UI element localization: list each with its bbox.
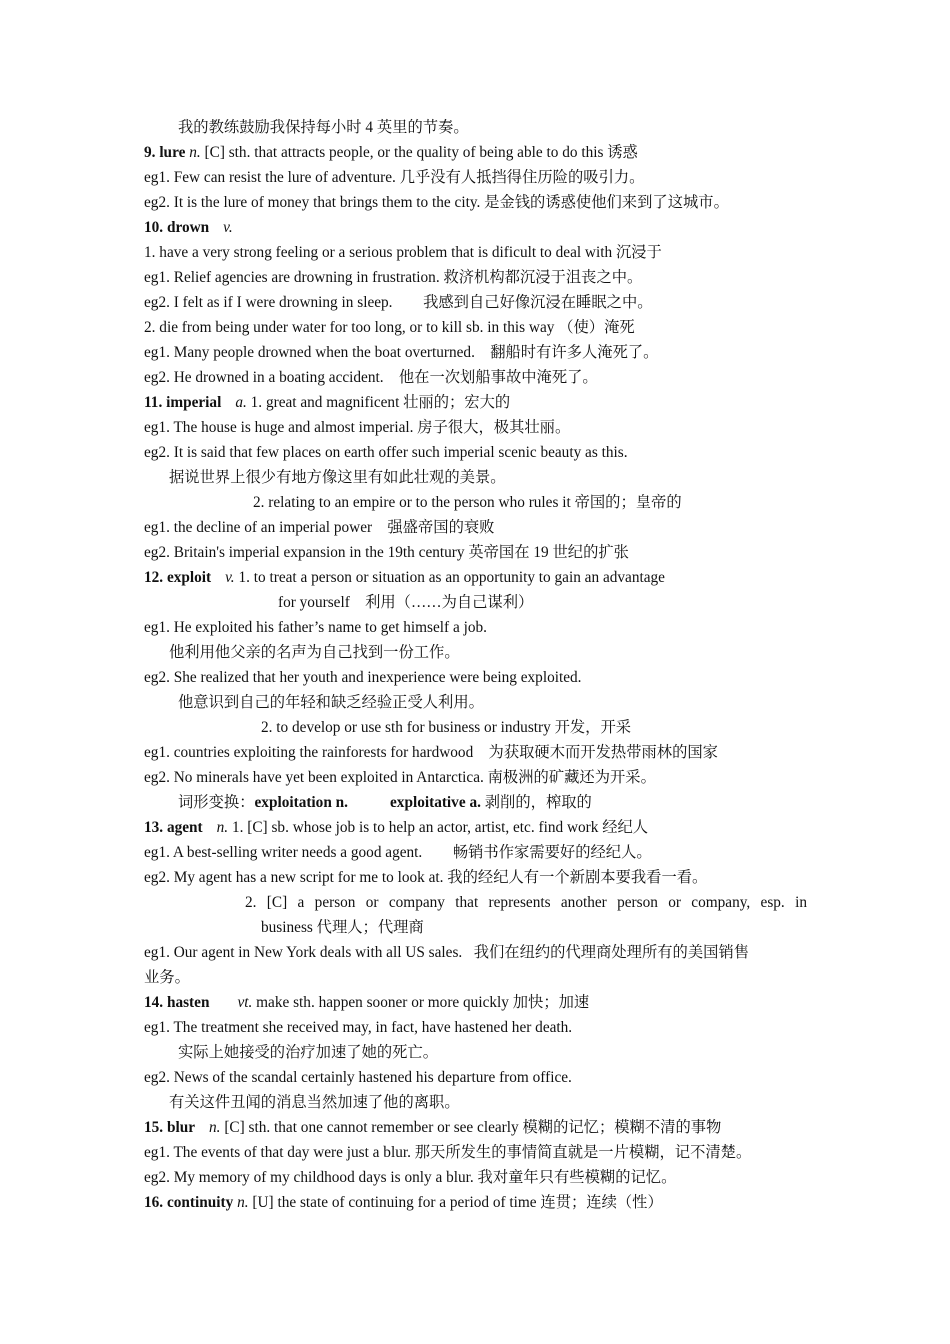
example-translation: 他意识到自己的年轻和缺乏经验正受人利用。 (178, 694, 484, 711)
example-sentence: eg2. Britain's imperial expansion in the 19th century 英帝国在 19 世纪的扩张 (144, 544, 629, 561)
example-translation: 我的教练鼓励我保持每小时 4 英里的节奏。 (178, 119, 469, 136)
definition: 2. to develop or use sth for business or industry 开发，开采 (261, 719, 632, 736)
entry-hasten-headline (144, 993, 589, 1013)
example-translation: 实际上她接受的治疗加速了她的死亡。 (178, 1044, 439, 1061)
definition: make sth. happen sooner or more quickly 加快；加速 (256, 994, 590, 1011)
example-sentence: eg1. The treatment she received may, in fact, have hastened her death. (144, 1019, 573, 1036)
part-of-speech: n. (209, 1119, 221, 1136)
headword-continuity: 16. continuity (144, 1194, 234, 1211)
word-form: exploitation n. (254, 794, 348, 811)
definition: 2. [C] a person or company that represents another person or company, esp. in (245, 894, 807, 911)
entry-number: 9. (144, 144, 156, 161)
example-sentence: eg2. My agent has a new script for me to look at. 我的经纪人有一个新剧本要我看一看。 (144, 869, 708, 886)
word-form: exploitative a. (390, 794, 481, 811)
definition: [C] sth. that one cannot remember or see clearly 模糊的记忆；模糊不清的事物 (224, 1119, 722, 1136)
entry-lure-headline (144, 143, 638, 163)
example-sentence: eg2. He drowned in a boating accident. 他在一次划船事故中淹死了。 (144, 369, 598, 386)
definition-continued: business 代理人；代理商 (261, 919, 424, 936)
entry-drown-headline (144, 218, 233, 238)
headword-lure: lure (159, 144, 186, 161)
example-sentence: eg1. He exploited his father’s name to get himself a job. (144, 619, 487, 636)
example-sentence: eg2. No minerals have yet been exploited in Antarctica. 南极洲的矿藏还为开采。 (144, 769, 656, 786)
example-sentence: eg1. The events of that day were just a blur. 那天所发生的事情简直就是一片模糊，记不清楚。 (144, 1144, 752, 1161)
part-of-speech: v. (225, 569, 235, 586)
headword-hasten: 14. hasten (144, 994, 210, 1011)
definition: 1. great and magnificent 壮丽的；宏大的 (250, 394, 511, 411)
definition: [C] sth. that attracts people, or the quality of being able to do this 诱惑 (204, 144, 638, 161)
entry-blur-headline (144, 1118, 721, 1138)
part-of-speech: a. (235, 394, 247, 411)
headword-agent: 13. agent (144, 819, 203, 836)
part-of-speech: v. (223, 219, 233, 236)
example-sentence: eg1. The house is huge and almost imperial. 房子很大，极其壮丽。 (144, 419, 571, 436)
example-translation: 据说世界上很少有地方像这里有如此壮观的美景。 (169, 469, 506, 486)
example-translation: 有关这件丑闻的消息当然加速了他的离职。 (169, 1094, 460, 1111)
example-sentence: eg2. I felt as if I were drowning in sleep. 我感到自己好像沉浸在睡眠之中。 (144, 294, 653, 311)
definition: 2. die from being under water for too long, or to kill sb. in this way （使）淹死 (144, 319, 635, 336)
word-form-meaning: 剥削的，榨取的 (484, 794, 592, 811)
entry-exploit-headline (144, 568, 665, 588)
part-of-speech: n. (237, 1194, 249, 1211)
word-forms (178, 793, 592, 813)
headword-exploit: 12. exploit (144, 569, 212, 586)
entry-continuity-headline (144, 1193, 663, 1213)
example-sentence: eg2. News of the scandal certainly hastened his departure from office. (144, 1069, 572, 1086)
part-of-speech: vt. (237, 994, 253, 1011)
example-sentence: eg1. Many people drowned when the boat overturned. 翻船时有许多人淹死了。 (144, 344, 659, 361)
example-sentence: eg1. Relief agencies are drowning in frustration. 救济机构都沉浸于沮丧之中。 (144, 269, 643, 286)
entry-agent-headline (144, 818, 648, 838)
definition: 2. relating to an empire or to the person who rules it 帝国的；皇帝的 (253, 494, 682, 511)
example-sentence: eg2. It is said that few places on earth offer such imperial scenic beauty as this. (144, 444, 628, 461)
example-sentence-continued: 业务。 (144, 969, 190, 986)
headword-drown: 10. drown (144, 219, 210, 236)
headword-blur: 15. blur (144, 1119, 195, 1136)
example-sentence: eg1. countries exploiting the rainforests for hardwood 为获取硬木而开发热带雨林的国家 (144, 744, 718, 761)
example-sentence: eg1. A best-selling writer needs a good agent. 畅销书作家需要好的经纪人。 (144, 844, 652, 861)
example-sentence: eg1. the decline of an imperial power 强盛帝国的衰败 (144, 519, 495, 536)
example-sentence: eg2. She realized that her youth and inexperience were being exploited. (144, 669, 582, 686)
example-sentence: eg2. My memory of my childhood days is only a blur. 我对童年只有些模糊的记忆。 (144, 1169, 677, 1186)
part-of-speech: n. (189, 144, 201, 161)
entry-imperial-headline (144, 393, 510, 413)
example-sentence: eg1. Few can resist the lure of adventure. 几乎没有人抵挡得住历险的吸引力。 (144, 169, 645, 186)
definition: 1. have a very strong feeling or a serious problem that is dificult to deal with 沉浸于 (144, 244, 662, 261)
part-of-speech: n. (216, 819, 229, 836)
definition: 1. [C] sb. whose job is to help an actor, artist, etc. find work 经纪人 (231, 819, 649, 836)
headword-imperial: 11. imperial (144, 394, 222, 411)
example-translation: 他利用他父亲的名声为自己找到一份工作。 (169, 644, 460, 661)
definition: [U] the state of continuing for a period of time 连贯；连续（性） (252, 1194, 663, 1211)
example-sentence: eg1. Our agent in New York deals with all US sales. 我们在纽约的代理商处理所有的美国销售 (144, 944, 750, 961)
definition-continued: for yourself 利用（……为自己谋利） (278, 594, 534, 611)
definition: 1. to treat a person or situation as an opportunity to gain an advantage (238, 569, 665, 586)
example-sentence: eg2. It is the lure of money that brings them to the city. 是金钱的诱惑使他们来到了这城市。 (144, 194, 729, 211)
word-forms-label: 词形变换： (178, 794, 255, 811)
